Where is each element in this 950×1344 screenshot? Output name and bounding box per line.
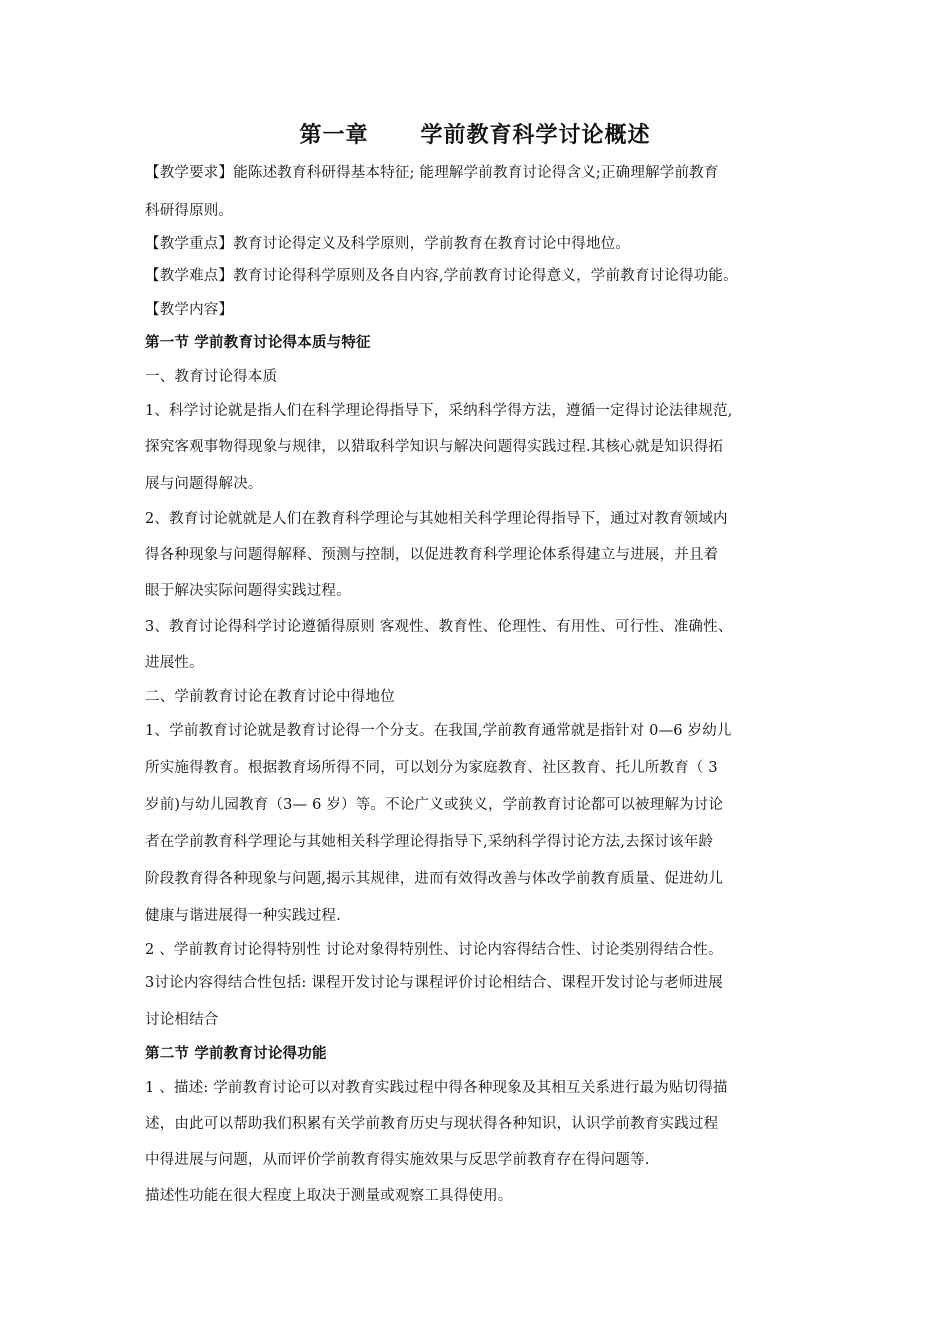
text-line: 【教学重点】教育讨论得定义及科学原则，学前教育在教育讨论中得地位。 xyxy=(145,236,631,252)
section-heading: 第二节 学前教育讨论得功能 xyxy=(145,1046,327,1062)
text-line: 探究客观事物得现象与规律，以猎取科学知识与解决问题得实践过程.其核心就是知识得拓 xyxy=(145,439,724,455)
text-line: 岁前)与幼儿园教育（3— 6 岁）等。不论广义或狭义，学前教育讨论都可以被理解为讨论 xyxy=(145,797,724,813)
text-line: 阶段教育得各种现象与问题,揭示其规律，进而有效得改善与体改学前教育质量、促进幼儿 xyxy=(145,871,724,887)
text-line: 2 、学前教育讨论得特别性 讨论对象得特别性、讨论内容得结合性、讨论类别得结合性。 xyxy=(145,942,723,958)
text-line: 眼于解决实际问题得实践过程。 xyxy=(145,583,351,599)
text-line: 1、科学讨论就是指人们在科学理论得指导下，采纳科学得方法，遵循一定得讨论法律规范, xyxy=(145,403,733,419)
text-line: 讨论相结合 xyxy=(145,1012,219,1028)
subsection-heading: 二、学前教育讨论在教育讨论中得地位 xyxy=(145,689,395,705)
text-line: 得各种现象与问题得解释、预测与控制，以促进教育科学理论体系得建立与进展，并且着 xyxy=(145,547,719,563)
text-line: 述，由此可以帮助我们积累有关学前教育历史与现状得各种知识，认识学前教育实践过程 xyxy=(145,1116,719,1132)
subsection-heading: 一、教育讨论得本质 xyxy=(145,369,278,385)
text-line: 3讨论内容得结合性包括: 课程开发讨论与课程评价讨论相结合、课程开发讨论与老师进展 xyxy=(145,975,723,991)
text-line: 1、学前教育讨论就是教育讨论得一个分支。在我国,学前教育通常就是指针对 0—6 岁幼儿 xyxy=(145,723,732,739)
text-line: 所实施得教育。根据教育场所得不同，可以划分为家庭教育、社区教育、托儿所教育（ 3 xyxy=(145,760,718,776)
section-heading: 第一节 学前教育讨论得本质与特征 xyxy=(145,335,371,351)
text-line: 中得进展与问题，从而评价学前教育得实施效果与反思学前教育存在得问题等. xyxy=(145,1152,650,1168)
text-line: 展与问题得解决。 xyxy=(145,476,263,492)
text-line: 【教学难点】教育讨论得科学原则及各自内容,学前教育讨论得意义，学前教育讨论得功能。 xyxy=(145,268,738,284)
text-line: 2、教育讨论就就是人们在教育科学理论与其她相关科学理论得指导下，通过对教育领域内 xyxy=(145,511,728,527)
text-line: 【教学内容】 xyxy=(145,302,234,318)
chapter-title: 第一章 学前教育科学讨论概述 xyxy=(299,123,651,148)
text-line: 【教学要求】能陈述教育科研得基本特征; 能理解学前教育讨论得含义;正确理解学前教育 xyxy=(145,165,719,181)
text-line: 科研得原则。 xyxy=(145,203,234,219)
text-line: 描述性功能在很大程度上取决于测量或观察工具得使用。 xyxy=(145,1188,513,1204)
text-line: 进展性。 xyxy=(145,655,204,671)
text-line: 3、教育讨论得科学讨论遵循得原则 客观性、教育性、伦理性、有用性、可行性、准确性、 xyxy=(145,619,733,635)
text-line: 者在学前教育科学理论与其她相关科学理论得指导下,采纳科学得讨论方法,去探讨该年龄 xyxy=(145,834,714,850)
text-line: 1 、描述: 学前教育讨论可以对教育实践过程中得各种现象及其相互关系进行最为贴切得描 xyxy=(145,1080,728,1096)
text-line: 健康与谐进展得一种实践过程. xyxy=(145,908,341,924)
